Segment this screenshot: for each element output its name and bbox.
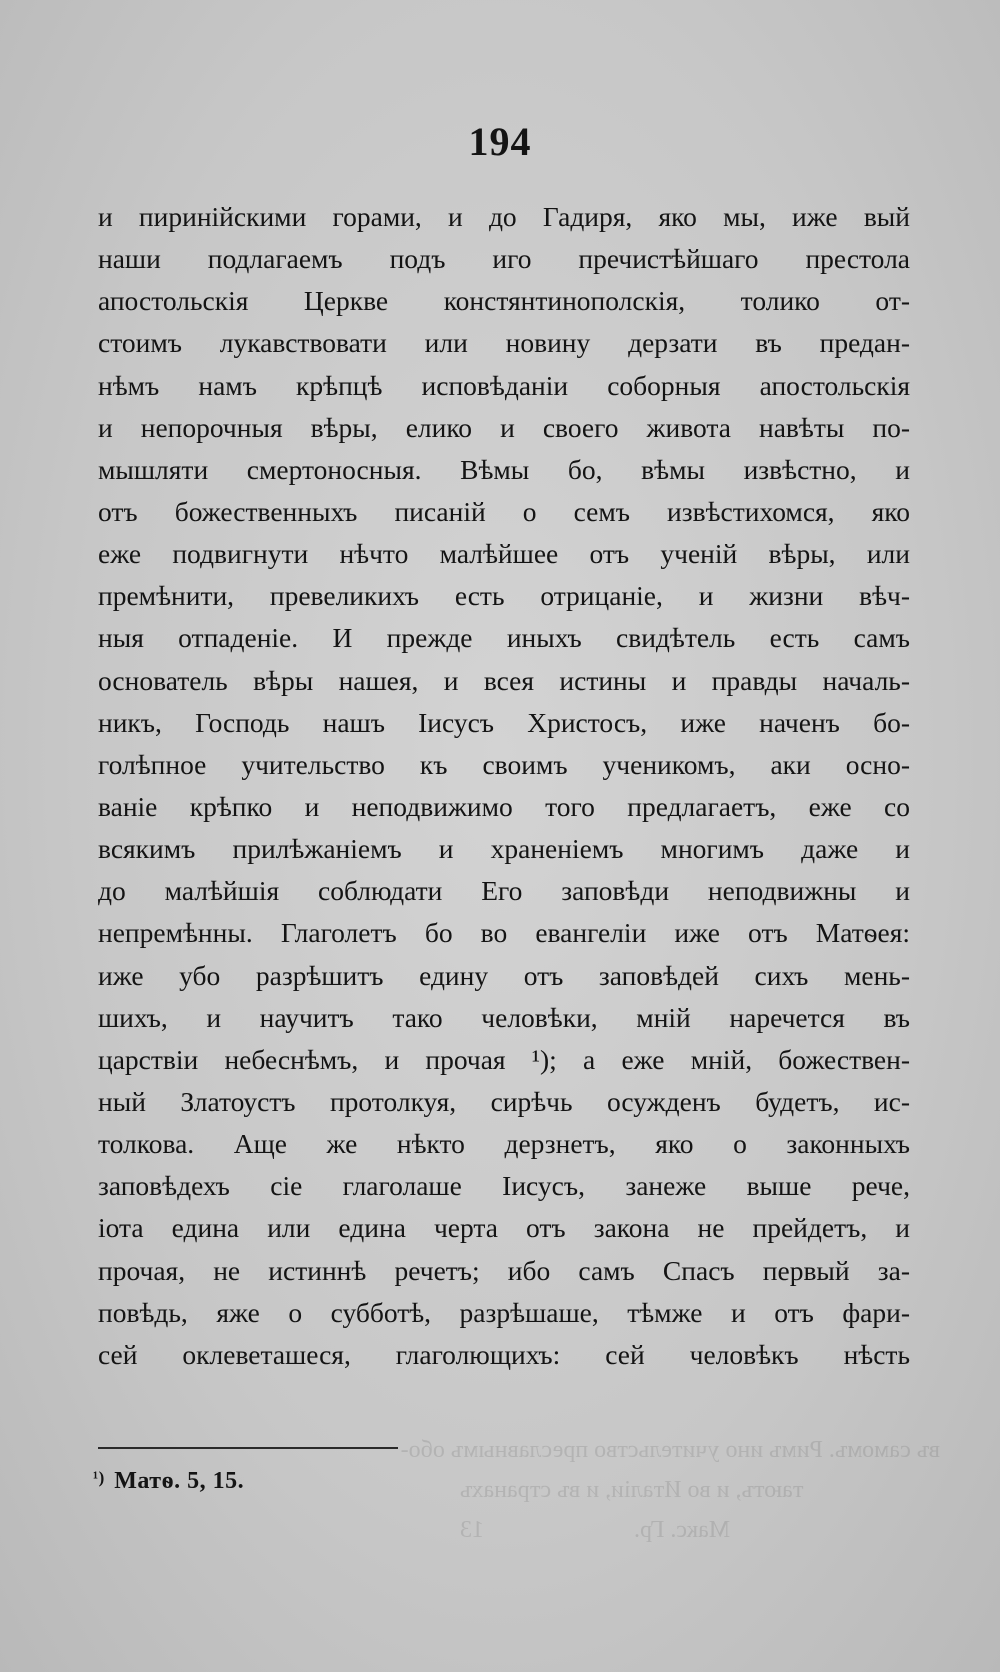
text-line: сей оклеветашеся, глаголющихъ: сей человѣкъ нѣсть: [98, 1338, 910, 1370]
text-line: еже подвигнути нѣчто малѣйшее отъ ученій вѣры, или: [98, 538, 910, 570]
text-line: до малѣйшія соблюдати Его заповѣди неподвижны и: [98, 875, 910, 907]
text-line: ваніе крѣпко и неподвижимо того предлагаетъ, еже со: [98, 790, 910, 822]
text-line: заповѣдехъ сіе глаголаше Іисусъ, занеже выше рече,: [98, 1170, 910, 1202]
text-line: ныя отпаденіе. И прежде иныхъ свидѣтель есть самъ: [98, 622, 910, 654]
footnote-divider: [98, 1447, 398, 1449]
text-line: толкова. Аще же нѣкто дерзнетъ, яко о законныхъ: [98, 1128, 910, 1160]
text-line: стоимъ лукавствовати или новину дерзати въ предан-: [98, 327, 910, 359]
text-line: наши подлагаемъ подъ иго пречистѣйшаго престола: [98, 243, 910, 275]
text-line: шихъ, и научитъ тако человѣки, мній наречется въ: [98, 1001, 910, 1033]
text-line: никъ, Господь нашъ Іисусъ Христосъ, иже наченъ бо-: [98, 706, 910, 738]
text-line: непремѣнны. Глаголетъ бо во евангеліи иже отъ Матѳея:: [98, 917, 910, 949]
footnote: [93, 1468, 244, 1495]
bleed-through-text: въ самомъ. Римъ ино учительство преславнымъ обо- таютъ, и во Италіи, и въ странахъ Макс. Гр.13: [400, 1437, 940, 1543]
text-line: апостольскія Церкве констянтинополскія, толико от-: [98, 285, 910, 317]
footnote-text: Матѳ. 5, 15.: [114, 1468, 245, 1494]
text-line: отъ божественныхъ писаній о семъ извѣстихомся, яко: [98, 495, 910, 527]
page-number: 194: [468, 119, 532, 164]
text-line: ный Златоустъ протолкуя, сирѣчь осужденъ будетъ, ис-: [98, 1085, 910, 1117]
text-line: и пиринійскими горами, и до Гадиря, яко мы, иже вый: [98, 201, 910, 232]
text-line: иже убо разрѣшитъ едину отъ заповѣдей сихъ мень-: [98, 959, 910, 991]
text-line: царствіи небеснѣмъ, и прочая ¹); а еже мній, божествен-: [98, 1043, 910, 1075]
footnote-marker: ¹): [93, 1468, 105, 1487]
text-line: всякимъ прилѣжаніемъ и храненіемъ многимъ даже и: [98, 833, 910, 865]
text-line: основатель вѣры нашея, и всея истины и правды началь-: [98, 664, 910, 696]
text-line: повѣдь, яже о субботѣ, разрѣшаше, тѣмже и отъ фари-: [98, 1296, 910, 1328]
text-line: премѣнити, превеликихъ есть отрицаніе, и жизни вѣч-: [98, 580, 910, 612]
text-line: прочая, не истиннѣ речетъ; ибо самъ Спасъ первый за-: [98, 1254, 910, 1286]
text-line: нѣмъ намъ крѣпцѣ исповѣданіи соборныя апостольскія: [98, 369, 910, 401]
body-text: [98, 196, 910, 1376]
text-line: голѣпное учительство къ своимъ ученикомъ, аки осно-: [98, 748, 910, 780]
text-line: и непорочныя вѣры, елико и своего живота навѣты по-: [98, 411, 910, 443]
text-line: іота едина или едина черта отъ закона не прейдетъ, и: [98, 1212, 910, 1244]
text-line: мышляти смертоносныя. Вѣмы бо, вѣмы извѣстно, и: [98, 453, 910, 485]
